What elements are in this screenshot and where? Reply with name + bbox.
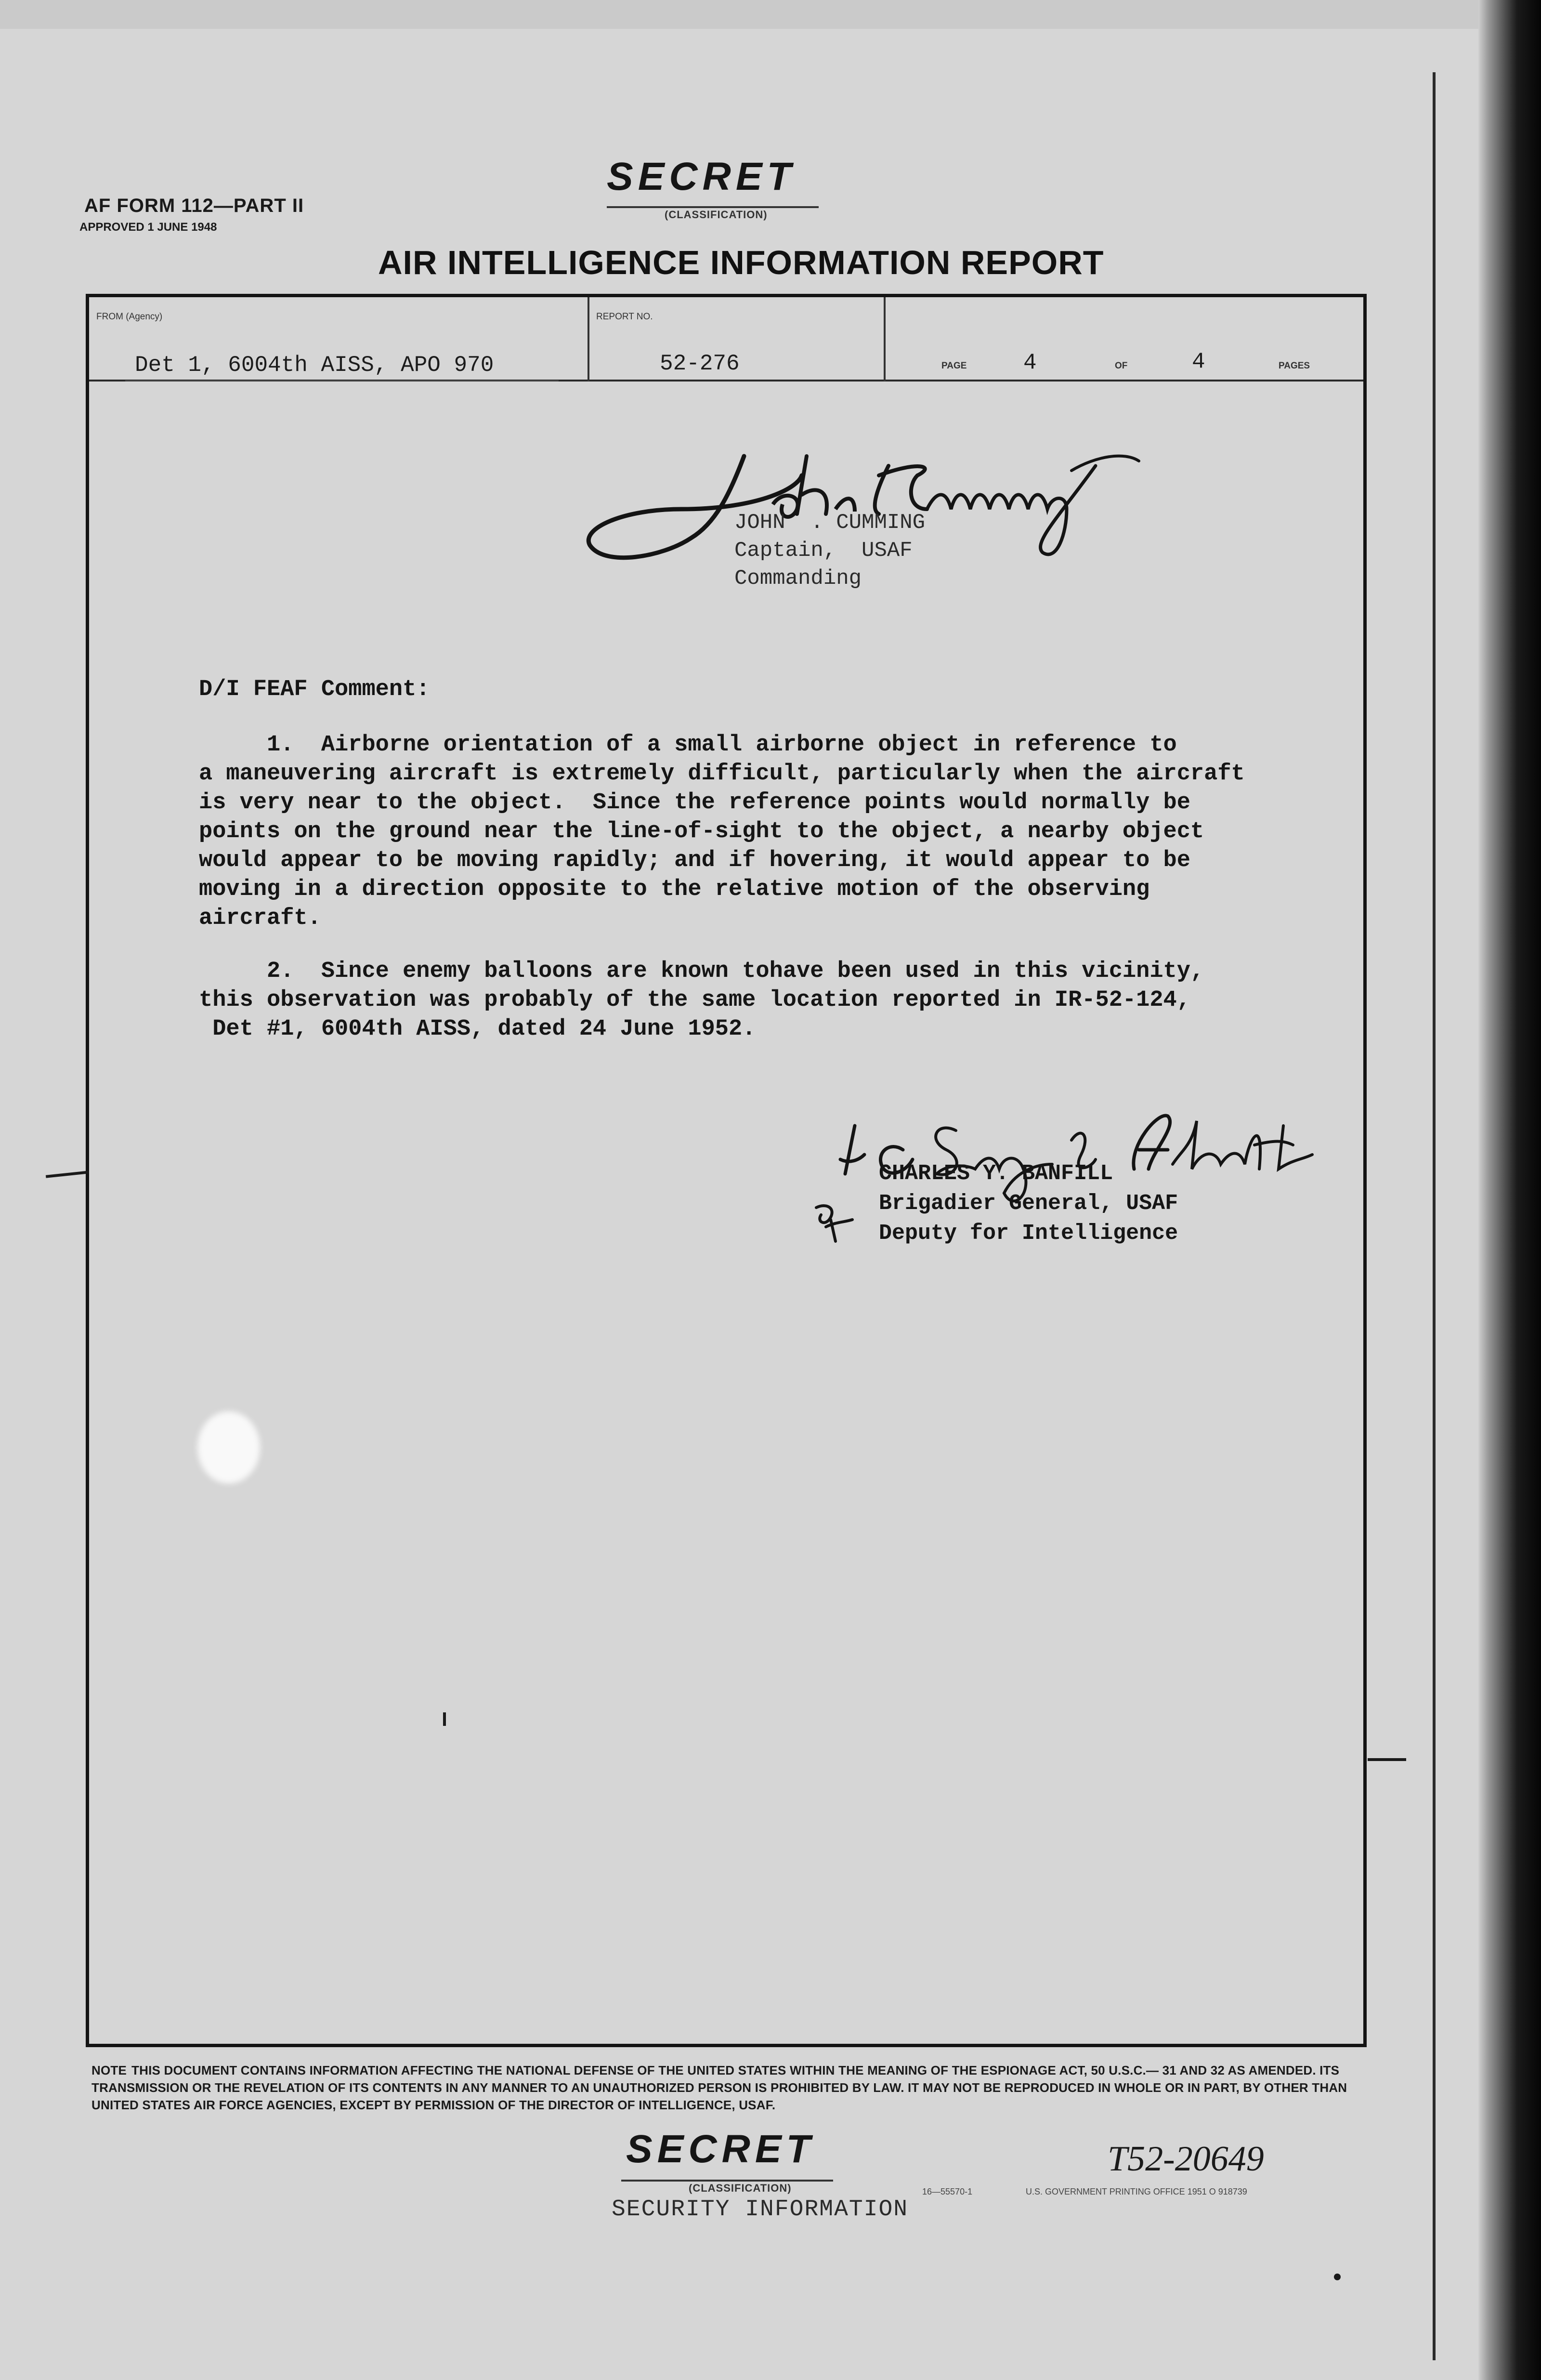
note-body: THIS DOCUMENT CONTAINS INFORMATION AFFECTING THE NATIONAL DEFENSE OF THE UNITED STATES WITHIN THE MEANING OF THE ESPIONAGE ACT, 50 U.S.C.— 31 AND 32 AS AMENDED. ITS TRANSMISSION OR THE REVELATION OF ITS CONTENTS IN ANY MANNER TO AN UNAUTHORIZED PERSON IS PROHIBITED BY LAW. IT MAY NOT BE REPRODUCED IN WHOLE OR IN PART, BY OTHER THAN UNITED STATES AIR FORCE AGENCIES, EXCEPT BY PERMISSION OF THE DIRECTOR OF INTELLIGENCE, USAF. xyxy=(91,2063,1347,2112)
paragraph-line: 1. Airborne orientation of a small airborne object in reference to xyxy=(199,732,1177,758)
top-classification-label: (CLASSIFICATION) xyxy=(665,209,768,221)
paragraph-line: Det #1, 6004th AISS, dated 24 June 1952. xyxy=(199,1016,756,1042)
page-total: 4 xyxy=(1192,349,1205,374)
report-header-row xyxy=(89,297,1363,381)
comment-heading: D/I FEAF Comment: xyxy=(199,677,430,702)
print-code: 16—55570-1 xyxy=(922,2187,973,2196)
of-label: OF xyxy=(1115,361,1128,371)
paragraph-line: 2. Since enemy balloons are known tohave been used in this vicinity, xyxy=(199,959,1204,984)
comment-paragraph-2 xyxy=(199,957,1204,1044)
document-number: T52-20649 xyxy=(1108,2139,1264,2179)
paragraph-line: aircraft. xyxy=(199,906,321,931)
paper-smudge xyxy=(197,1411,260,1484)
header-divider xyxy=(588,297,589,381)
paragraph-line: moving in a direction opposite to the relative motion of the observing xyxy=(199,877,1150,902)
scan-mark xyxy=(46,1170,89,1178)
paragraph-line: a maneuvering aircraft is extremely difficult, particularly when the aircraft xyxy=(199,761,1245,787)
top-scan-strip xyxy=(0,0,1478,29)
footer-note xyxy=(91,2062,1392,2114)
report-frame xyxy=(86,294,1367,2047)
report-no-label: REPORT NO. xyxy=(596,312,653,322)
from-label: FROM (Agency) xyxy=(96,312,163,322)
report-no-value: 52-276 xyxy=(660,351,740,376)
scan-mark xyxy=(443,1712,446,1726)
comment-paragraph-1 xyxy=(199,731,1245,933)
signature2-role: Deputy for Intelligence xyxy=(879,1221,1178,1246)
paragraph-line: would appear to be moving rapidly; and if hovering, it would appear to be xyxy=(199,848,1190,873)
bottom-classification-rule xyxy=(621,2180,833,2182)
report-title: AIR INTELLIGENCE INFORMATION REPORT xyxy=(378,244,1104,281)
header-divider xyxy=(884,297,886,381)
approved-date: APPROVED 1 JUNE 1948 xyxy=(79,221,217,234)
bottom-classification-label: (CLASSIFICATION) xyxy=(689,2182,792,2194)
page-edge-line xyxy=(1433,72,1436,2360)
printing-office-note: U.S. GOVERNMENT PRINTING OFFICE 1951 O 918739 xyxy=(1026,2187,1247,2196)
paragraph-line: this observation was probably of the same location reported in IR-52-124, xyxy=(199,987,1190,1013)
signature2-name: CHARLES Y. BANFILL xyxy=(879,1161,1113,1186)
scan-mark xyxy=(1334,2274,1341,2280)
scan-mark xyxy=(1368,1758,1406,1761)
page-label: PAGE xyxy=(941,361,967,371)
signature2-rank: Brigadier General, USAF xyxy=(879,1191,1178,1216)
page-number: 4 xyxy=(1023,350,1037,375)
signature1-name: JOHN . CUMMING xyxy=(734,511,926,535)
top-classification-stamp: SECRET xyxy=(607,155,796,198)
paragraph-line: is very near to the object. Since the reference points would normally be xyxy=(199,790,1190,815)
bottom-classification-stamp: SECRET xyxy=(626,2127,815,2171)
top-classification-rule xyxy=(607,206,819,208)
signature1-rank: Captain, USAF xyxy=(734,539,913,563)
security-information-stamp: SECURITY INFORMATION xyxy=(612,2196,909,2222)
initials-mark xyxy=(807,1193,860,1251)
from-value: Det 1, 6004th AISS, APO 970 xyxy=(135,353,494,378)
from-underline xyxy=(125,380,559,381)
form-id: AF FORM 112—PART II xyxy=(84,195,304,216)
scan-edge-shadow xyxy=(1478,0,1541,2380)
signature1-role: Commanding xyxy=(734,566,862,591)
pages-label: PAGES xyxy=(1279,361,1310,371)
note-label: NOTE xyxy=(91,2063,127,2078)
paragraph-line: points on the ground near the line-of-sight to the object, a nearby object xyxy=(199,819,1204,844)
